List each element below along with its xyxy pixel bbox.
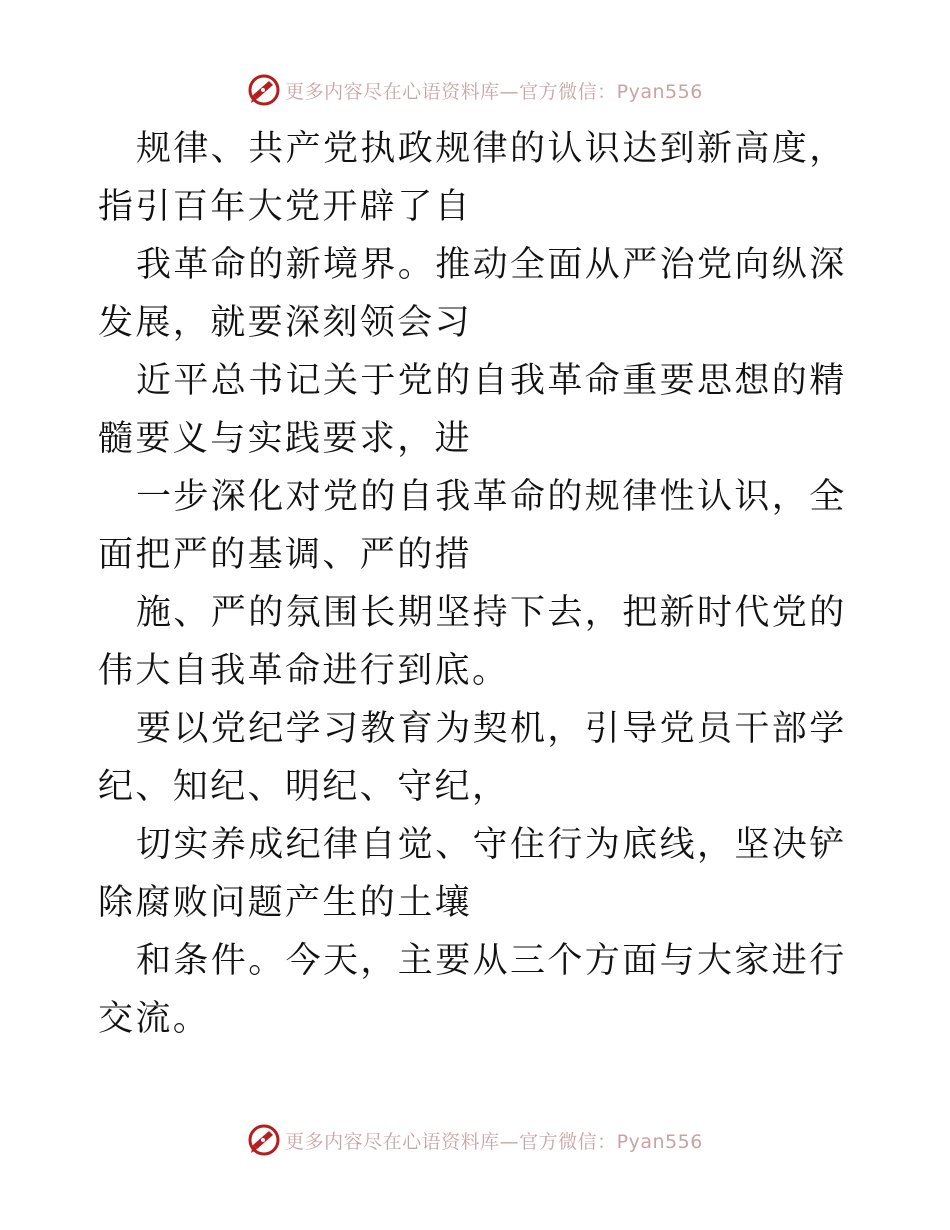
paragraph: 和条件。今天，主要从三个方面与大家进行交流。	[98, 941, 847, 1039]
paragraph: 近平总书记关于党的自我革命重要思想的精髓要义与实践要求，进	[98, 361, 847, 459]
pen-nib-circle-icon	[247, 1123, 281, 1157]
pen-nib-circle-icon	[247, 73, 281, 107]
paragraph: 切实养成纪律自觉、守住行为底线，坚决铲除腐败问题产生的土壤	[98, 825, 847, 923]
watermark-text: 更多内容尽在心语资料库—官方微信：Pyan556	[285, 1130, 703, 1153]
paragraph: 要以党纪学习教育为契机，引导党员干部学纪、知纪、明纪、守纪，	[98, 709, 847, 807]
document-body	[98, 120, 858, 1048]
header-watermark	[0, 70, 950, 110]
paragraph: 一步深化对党的自我革命的规律性认识，全面把严的基调、严的措	[98, 477, 847, 575]
paragraph: 我革命的新境界。推动全面从严治党向纵深发展，就要深刻领会习	[98, 245, 847, 343]
watermark-text: 更多内容尽在心语资料库—官方微信：Pyan556	[285, 80, 703, 103]
paragraph: 施、严的氛围长期坚持下去，把新时代党的伟大自我革命进行到底。	[98, 593, 847, 691]
footer-watermark	[0, 1120, 950, 1160]
paragraph: 规律、共产党执政规律的认识达到新高度，指引百年大党开辟了自	[98, 129, 847, 227]
